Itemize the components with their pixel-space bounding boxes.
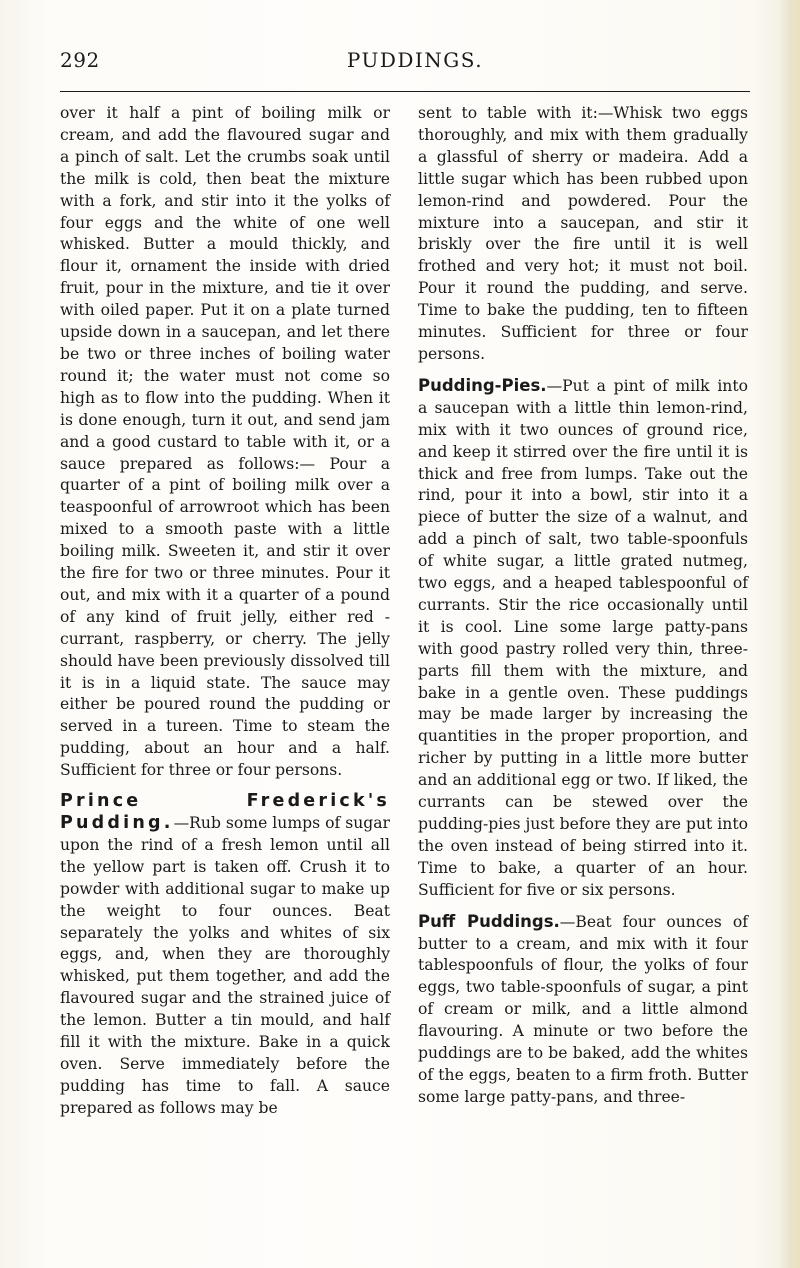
left-column [60,103,390,1120]
right-column [418,103,748,1109]
recipe-pudding-pies [418,375,748,902]
header-rule [60,91,750,92]
recipe-title: Pudding-Pies. [418,375,547,395]
page-number: 292 [60,48,100,72]
right-continuation-paragraph: sent to table with it:—Whisk two eggs thoroughly, and mix with them gradually a glassful of sherry or madeira. Add a little sugar which has been rubbed upon lemon-rind and powdered. Pour the mixture into a saucepan, and stir it briskly over the fire until it is well frothed and very hot; it must not boil. Pour it round the pudding, and serve. Time to bake the pudding, ten to fifteen minutes. Sufficient for three or four persons. [418,104,748,363]
recipe-title: Prince Frederick's Pudding. [60,791,390,833]
recipe-body: —Rub some lumps of sugar upon the rind of a fresh lemon until all the yellow part is taken off. Crush it to powder with additional sugar to make up the weight to four ounces. Beat separately the yolks and whites of six eggs, and, when they are thoroughly whisked, put them together, and add the flavoured sugar and the strained juice of the lemon. Butter a tin mould, and half fill it with the mixture. Bake in a quick oven. Serve immediately before the pudding has time to fall. A sauce prepared as follows may be [60,814,390,1117]
recipe-body: —Put a pint of milk into a saucepan with a little thin lemon-rind, mix with it two ounces of ground rice, and keep it stirred over the fire until it is thick and free from lumps. Take out the rind, pour it into a bowl, stir into it a piece of butter the size of a walnut, and add a pinch of salt, two table-spoonfuls of white sugar, a little grated nutmeg, two eggs, and a heaped tablespoonful of currants. Stir the rice occasionally until it is cool. Line some large patty-pans with good pastry rolled very thin, three-parts fill them with the mixture, and bake in a gentle oven. These puddings may be made larger by increasing the quantities in the proper proportion, and richer by putting in a little more butter and an additional egg or two. If liked, the currants can be stewed over the pudding-pies just before they are put into the oven instead of being stirred into it. Time to bake, a quarter of an hour. Sufficient for five or six persons. [418,376,748,899]
page-edge-shading [778,0,800,1268]
recipe-prince-fredericks-pudding [60,791,390,1120]
recipe-body: —Beat four ounces of butter to a cream, and mix with it four tablespoonfuls of flour, the yolks of four eggs, two table-spoonfuls of sugar, a pint of cream or milk, and a little almond flavouring. A minute or two before the puddings are to be baked, add the whites of the eggs, beaten to a firm froth. Butter some large patty-pans, and three- [418,912,748,1106]
left-continuation-paragraph: over it half a pint of boiling milk or cream, and add the flavoured sugar and a pinch of salt. Let the crumbs soak until the milk is cold, then beat the mixture with a fork, and stir into it the yolks of four eggs and the white of one well whisked. Butter a mould thickly, and flour it, ornament the inside with dried fruit, pour in the mixture, and tie it over with oiled paper. Put it on a plate turned upside down in a saucepan, and let there be two or three inches of boiling water round it; the water must not come so high as to flow into the pudding. When it is done enough, turn it out, and send jam and a good custard to table with it, or a sauce prepared as follows:— Pour a quarter of a pint of boiling milk over a teaspoonful of arrowroot which has been mixed to a smooth paste with a little boiling milk. Sweeten it, and stir it over the fire for two or three minutes. Pour it out, and mix with it a quarter of a pound of any kind of fruit jelly, either red - currant, raspberry, or cherry. The jelly should have been previously dissolved till it is in a liquid state. The sauce may either be poured round the pudding or served in a tureen. Time to steam the pudding, about an hour and a half. Sufficient for three or four persons. [60,104,390,780]
running-title: PUDDINGS. [346,48,484,72]
recipe-puff-puddings [418,911,748,1109]
recipe-title: Puff Puddings. [418,911,560,931]
